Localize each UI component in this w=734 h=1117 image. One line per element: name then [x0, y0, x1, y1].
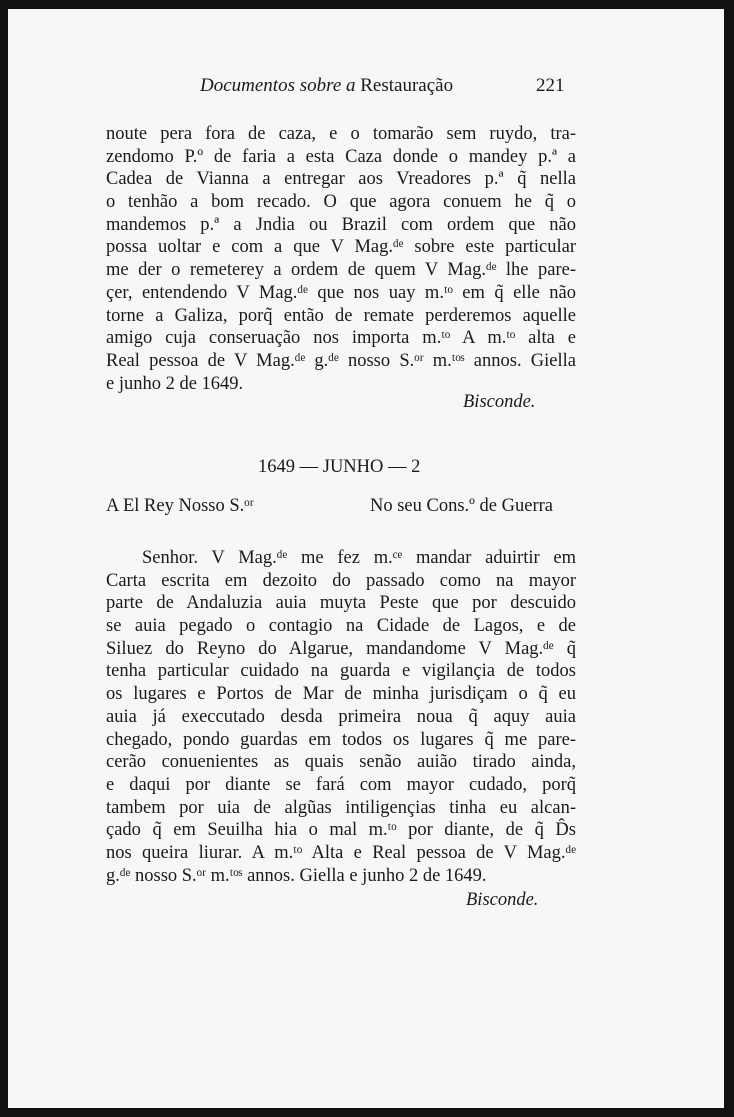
text-line: chegado, pondo guardas em todos os lugares q̃ me pare- — [106, 729, 576, 750]
text-line: noute pera fora de caza, e o tomarão sem ruydo, tra- — [106, 124, 576, 144]
running-title — [200, 75, 453, 97]
text-line: Senhor. V Mag.ᵈᵉ me fez m.ᶜᵉ mandar aduirtir em — [142, 548, 576, 568]
addressee-right: No seu Cons.º de Guerra — [370, 496, 553, 516]
running-title-roman: Restauração — [360, 75, 454, 96]
text-line: e junho 2 de 1649. — [106, 373, 244, 394]
text-line: possa uoltar e com a que V Mag.ᵈᵉ sobre este particular — [106, 237, 576, 258]
date-heading: 1649 — JUNHO — 2 — [258, 457, 421, 477]
text-line: auia já execcutado desda primeira noua q̃ aquy auia — [106, 706, 576, 727]
text-line: cerão conuenientes as quais senão auião tirado ainda, — [106, 752, 576, 773]
text-line: Carta escrita em dezoito do passado como na mayor — [106, 570, 576, 591]
text-line: se auia pegado o contagio na Cidade de Lagos, e de — [106, 616, 576, 637]
text-line: parte de Andaluzia auia muyta Peste que por descuido — [106, 593, 576, 614]
text-line: Siluez do Reyno do Algarue, mandandome V Mag.ᵈᵉ q̃ — [106, 638, 576, 659]
text-line: Cadea de Vianna a entregar aos Vreadores p.ª q̃ nella — [106, 169, 576, 190]
letter2-body — [106, 547, 576, 887]
text-line: zendomo P.º de faria a esta Caza donde o mandey p.ª a — [106, 146, 576, 167]
running-title-italic: Documentos sobre a — [200, 75, 356, 96]
letter1-signature: Bisconde. — [463, 392, 536, 412]
text-line: tambem por uia de algũas intiligençias tinha eu alcan- — [106, 797, 576, 818]
text-line: amigo cuja conseruação nos importa m.ᵗᵒ A m.ᵗᵒ alta e — [106, 328, 576, 349]
text-line: mandemos p.ª a Jndia ou Brazil com ordem que não — [106, 214, 576, 235]
running-header — [8, 75, 724, 99]
text-line: tenha particular cuidado na guarda e vigilançia de todos — [106, 661, 576, 682]
letter2-signature: Bisconde. — [466, 890, 539, 910]
page-number: 221 — [536, 75, 565, 96]
addressee-left: A El Rey Nosso S.ᵒʳ — [106, 496, 254, 516]
text-line: torne a Galiza, porq̃ então de remate perderemos aquelle — [106, 305, 576, 326]
text-line: Real pessoa de V Mag.ᵈᵉ g.ᵈᵉ nosso S.ᵒʳ m.ᵗᵒˢ annos. Giella — [106, 350, 576, 371]
text-line: çer, entendendo V Mag.ᵈᵉ que nos uay m.ᵗᵒ em q̃ elle não — [106, 282, 576, 303]
text-line: g.ᵈᵉ nosso S.ᵒʳ m.ᵗᵒˢ annos. Giella e junho 2 de 1649. — [106, 865, 487, 886]
addressee-row — [106, 496, 576, 520]
text-line: me der o remeterey a ordem de quem V Mag.ᵈᵉ lhe pare- — [106, 260, 576, 281]
document-page — [8, 9, 724, 1108]
letter1-body — [106, 123, 576, 395]
text-line: çado q̃ em Seuilha hia o mal m.ᵗᵒ por diante, de q̃ D̂s — [106, 820, 576, 841]
text-line: os lugares e Portos de Mar de minha jurisdiçam o q̃ eu — [106, 684, 576, 705]
text-line: nos queira liurar. A m.ᵗᵒ Alta e Real pessoa de V Mag.ᵈᵉ — [106, 842, 576, 863]
text-line: e daqui por diante se fará com mayor cudado, porq̃ — [106, 774, 576, 795]
text-line: o tenhão a bom recado. O que agora conuem he q̃ o — [106, 192, 576, 213]
